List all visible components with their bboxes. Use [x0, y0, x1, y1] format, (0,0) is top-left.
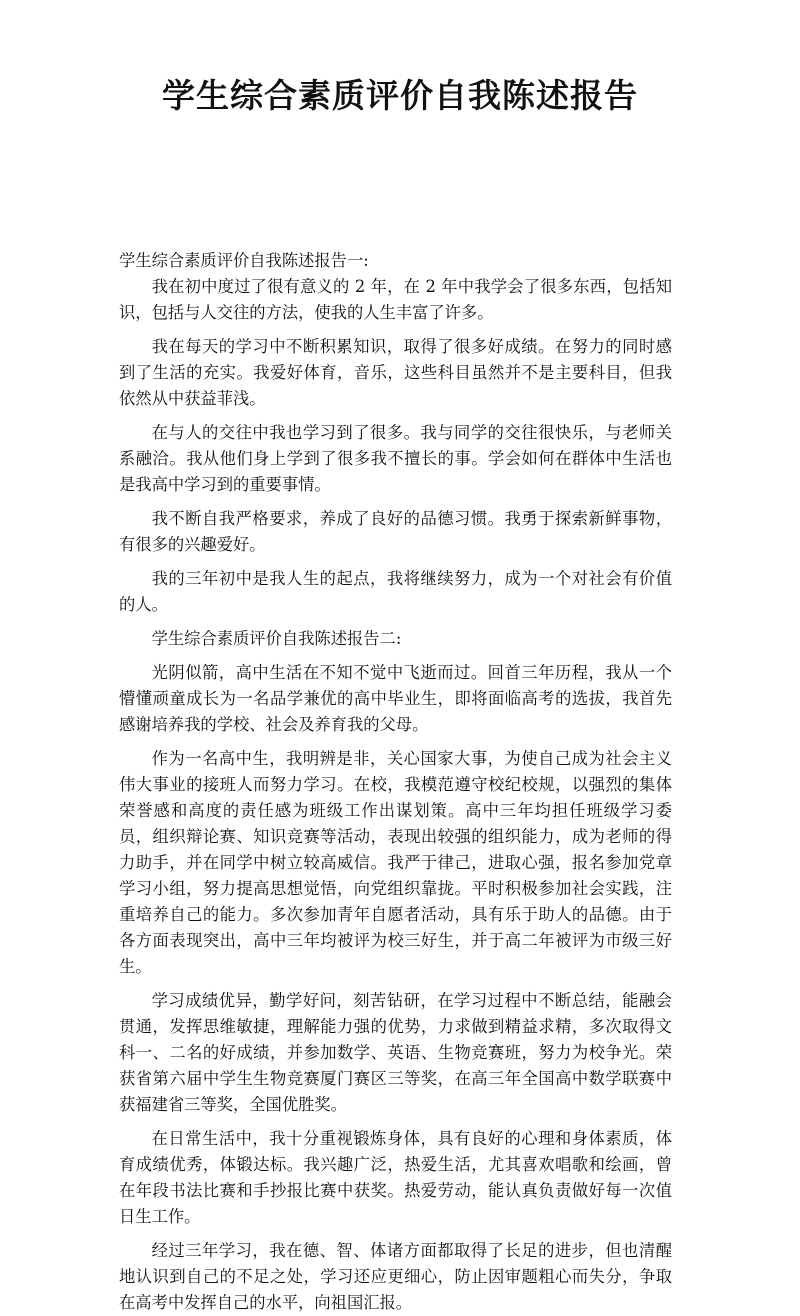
paragraph: 我的三年初中是我人生的起点，我将继续努力，成为一个对社会有价值的人。 [119, 569, 672, 614]
paragraph: 我在初中度过了很有意义的 2 年，在 2 年中我学会了很多东西，包括知识，包括与人交往的方法，使我的人生丰富了许多。 [119, 277, 672, 322]
report1-heading: 学生综合素质评价自我陈述报告一: [119, 251, 369, 270]
paragraph: 我不断自我严格要求，养成了良好的品德习惯。我勇于探索新鲜事物，有很多的兴趣爱好。 [119, 509, 672, 554]
paragraph: 作为一名高中生，我明辨是非，关心国家大事，为使自己成为社会主义伟大事业的接班人而努力学习。在校，我模范遵守校纪校规，以强烈的集体荣誉感和高度的责任感为班级工作出谋划策。高中三年均担任班级学习委员，组织辩论赛、知识竞赛等活动，表现出较强的组织能力，成为老师的得力助手，并在同学中树立较高威信。我严于律己，进取心强，报名参加党章学习小组，努力提高思想觉悟，向党组织靠拢。平时积极参加社会实践，注重培养自己的能力。多次参加青年自愿者活动，具有乐于助人的品德。由于各方面表现突出，高中三年均被评为校三好生，并于高二年被评为市级三好生。 [119, 749, 672, 976]
document-body [119, 248, 672, 1316]
paragraph: 在与人的交往中我也学习到了很多。我与同学的交往很快乐，与老师关系融洽。我从他们身上学到了很多我不擅长的事。学会如何在群体中生活也是我高中学习到的重要事情。 [119, 423, 672, 494]
report2-heading: 学生综合素质评价自我陈述报告二: [151, 629, 402, 648]
document-title: 学生综合素质评价自我陈述报告 [162, 76, 638, 115]
paragraph: 光阴似箭，高中生活在不知不觉中飞逝而过。回首三年历程，我从一个懵懂顽童成长为一名品学兼优的高中毕业生，即将面临高考的选拔，我首先感谢培养我的学校、社会及养育我的父母。 [119, 663, 672, 734]
paragraph: 经过三年学习，我在德、智、体诸方面都取得了长足的进步，但也清醒地认识到自己的不足之处，学习还应更细心，防止因审题粗心而失分，争取在高考中发挥自己的水平，向祖国汇报。 [119, 1241, 672, 1312]
paragraph: 我在每天的学习中不断积累知识，取得了很多好成绩。在努力的同时感到了生活的充实。我爱好体育，音乐，这些科目虽然并不是主要科目，但我依然从中获益菲浅。 [119, 337, 672, 408]
paragraph: 在日常生活中，我十分重视锻炼身体，具有良好的心理和身体素质，体育成绩优秀，体锻达标。我兴趣广泛，热爱生活，尤其喜欢唱歌和绘画，曾在年段书法比赛和手抄报比赛中获奖。热爱劳动，能认真负责做好每一次值日生工作。 [119, 1129, 672, 1226]
paragraph: 学习成绩优异，勤学好问，刻苦钻研，在学习过程中不断总结，能融会贯通，发挥思维敏捷，理解能力强的优势，力求做到精益求精，多次取得文科一、二名的好成绩，并参加数学、英语、生物竞赛班，努力为校争光。荣获省第六届中学生生物竞赛厦门赛区三等奖，在高三年全国高中数学联赛中获福建省三等奖，全国优胜奖。 [119, 991, 672, 1114]
